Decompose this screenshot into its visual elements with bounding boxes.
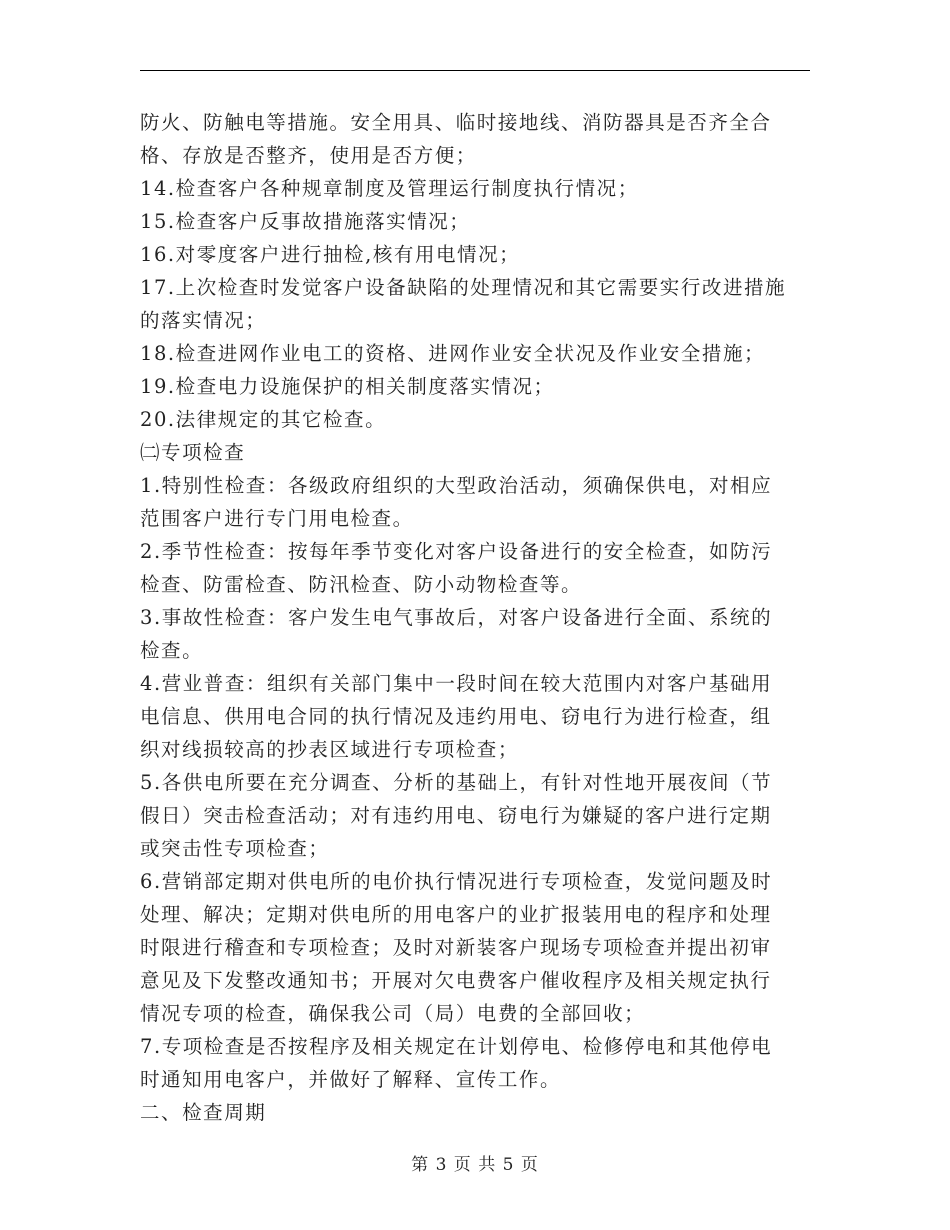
text-line: 意见及下发整改通知书；开展对欠电费客户催收程序及相关规定执行	[140, 969, 772, 992]
header-rule	[140, 70, 810, 71]
text-line: 时限进行稽查和专项检查；及时对新装客户现场专项检查并提出初审	[140, 936, 772, 959]
text-line: 18.检查进网作业电工的资格、进网作业安全状况及作业安全措施；	[140, 342, 766, 365]
text-line: 16.对零度客户进行抽检,核有用电情况；	[140, 243, 521, 266]
text-line: 处理、解决；定期对供电所的用电客户的业扩报装用电的程序和处理	[140, 903, 772, 926]
text-line: 17.上次检查时发觉客户设备缺陷的处理情况和其它需要实行改进措施	[140, 276, 787, 299]
text-line: 的落实情况；	[140, 309, 267, 332]
text-line: 1.特别性检查：各级政府组织的大型政治活动，须确保供电，对相应	[140, 474, 773, 497]
text-line: 检查、防雷检查、防汛检查、防小动物检查等。	[140, 573, 583, 596]
text-line: 2.季节性检查：按每年季节变化对客户设备进行的安全检查，如防污	[140, 540, 773, 563]
document-body	[140, 106, 810, 1129]
text-line: 防火、防触电等措施。安全用具、临时接地线、消防器具是否齐全合	[140, 111, 772, 134]
text-line: 3.事故性检查：客户发生电气事故后，对客户设备进行全面、系统的	[140, 606, 773, 629]
text-line: 14.检查客户各种规章制度及管理运行制度执行情况；	[140, 177, 639, 200]
section-heading: ㈡专项检查	[140, 441, 246, 464]
text-line: 电信息、供用电合同的执行情况及违约用电、窃电行为进行检查，组	[140, 705, 772, 728]
text-line: 情况专项的检查，确保我公司（局）电费的全部回收；	[140, 1002, 646, 1025]
text-line: 7.专项检查是否按程序及相关规定在计划停电、检修停电和其他停电	[140, 1035, 773, 1058]
section-heading: 二、检查周期	[140, 1101, 267, 1124]
text-line: 4.营业普查：组织有关部门集中一段时间在较大范围内对客户基础用	[140, 672, 773, 695]
page-number: 第 3 页 共 5 页	[411, 1155, 539, 1175]
text-line: 假日）突击检查活动；对有违约用电、窃电行为嫌疑的客户进行定期	[140, 804, 772, 827]
text-line: 格、存放是否整齐，使用是否方便；	[140, 144, 477, 167]
text-line: 检查。	[140, 639, 204, 662]
text-line: 20.法律规定的其它检查。	[140, 408, 387, 431]
text-line: 范围客户进行专门用电检查。	[140, 507, 414, 530]
text-line: 19.检查电力设施保护的相关制度落实情况；	[140, 375, 555, 398]
text-line: 15.检查客户反事故措施落实情况；	[140, 210, 471, 233]
text-line: 6.营销部定期对供电所的电价执行情况进行专项检查，发觉问题及时	[140, 870, 773, 893]
text-line: 5.各供电所要在充分调查、分析的基础上，有针对性地开展夜间（节	[140, 771, 773, 794]
text-line: 或突击性专项检查；	[140, 837, 330, 860]
text-line: 时通知用电客户，并做好了解释、宣传工作。	[140, 1068, 562, 1091]
text-line: 织对线损较高的抄表区域进行专项检查；	[140, 738, 519, 761]
